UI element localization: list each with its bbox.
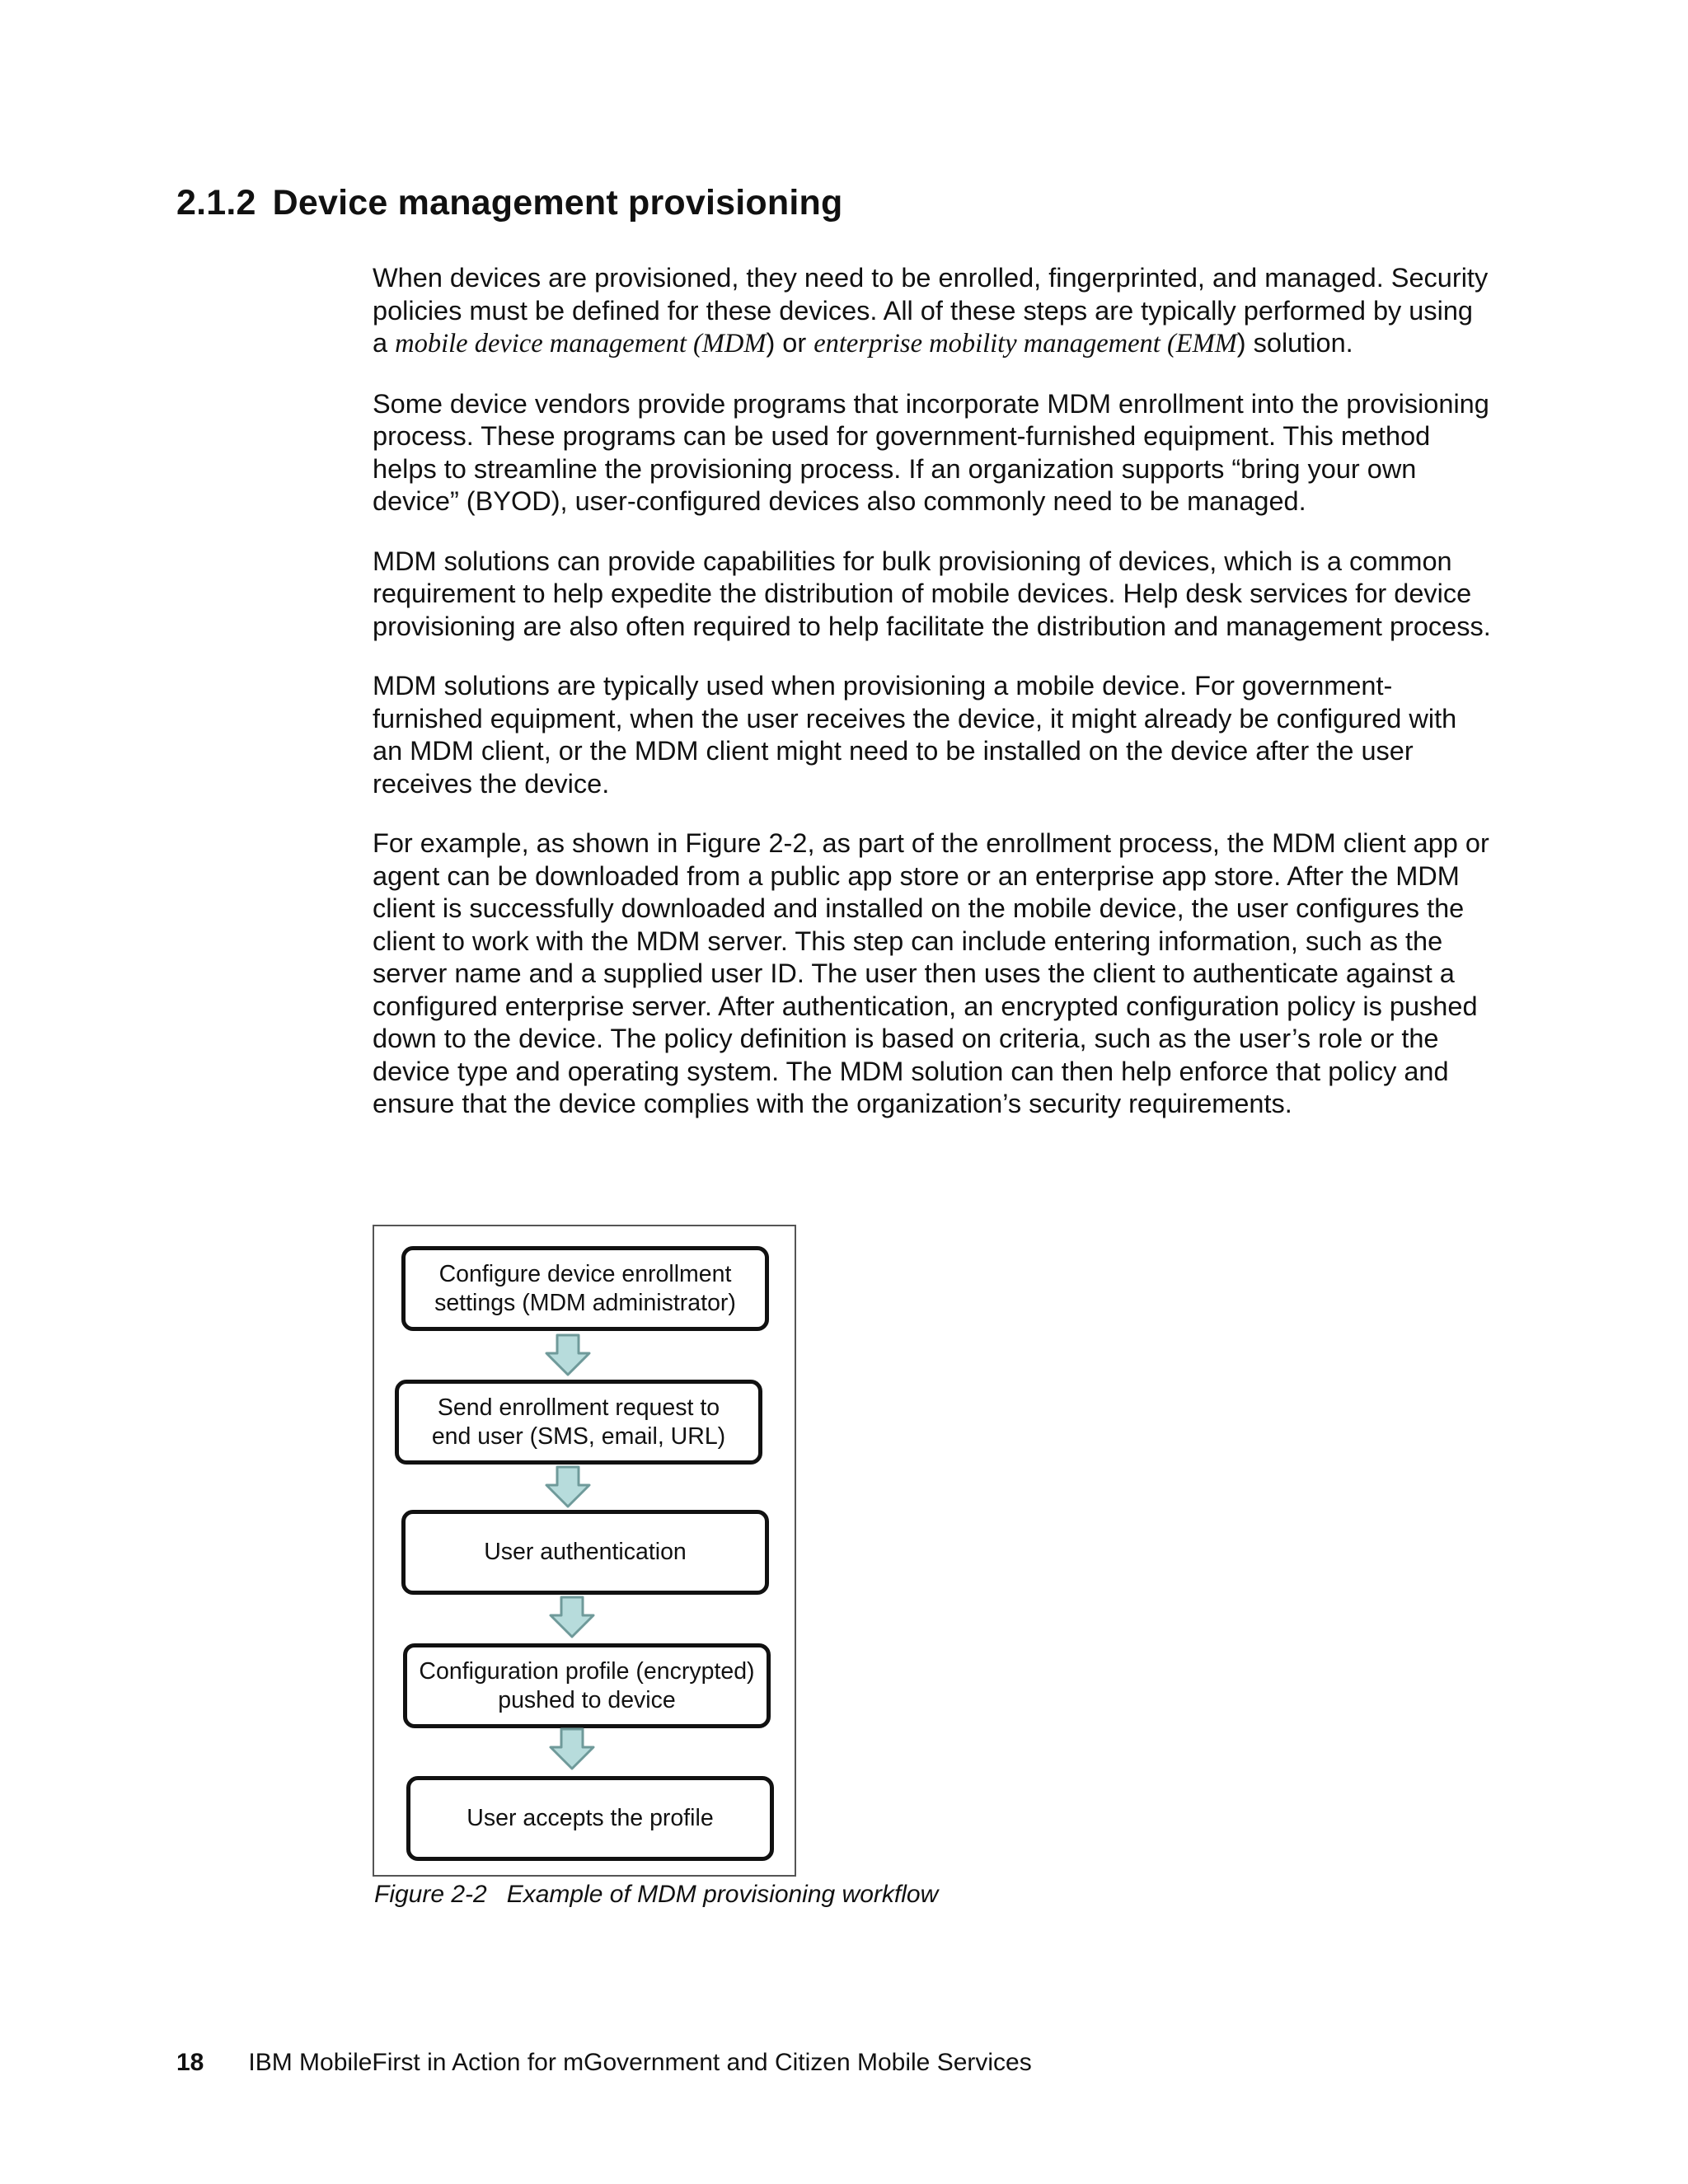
workflow-step-accept-profile: User accepts the profile: [406, 1776, 774, 1861]
page-number: 18: [176, 2049, 204, 2076]
paragraph-1-text-a: When devices are provisioned, they need to be enrolled, fingerprinted, and managed. Security policies must be defined for these devices. All of these steps are typically performed by using a: [373, 263, 1489, 358]
body-text: [373, 262, 1493, 1148]
paragraph-2: Some device vendors provide programs that incorporate MDM enrollment into the provisioning process. These programs can be used for government-furnished equipment. This method helps to streamline the provisioning process. If an organization supports “bring your own device” (BYOD), user-configured devices also commonly need to be managed.: [373, 388, 1489, 516]
paragraph-5: For example, as shown in Figure 2-2, as part of the enrollment process, the MDM client app or agent can be downloaded from a public app store or an enterprise app store. After the MDM client is successfully downloaded and installed on the mobile device, the user configures the client to work with the MDM server. This step can include entering information, such as the server name and a supplied user ID. The user then uses the client to authenticate against a configured enterprise server. After authentication, an encrypted configuration policy is pushed down to the device. The policy definition is based on criteria, such as the user’s role or the device type and operating system. The MDM solution can then help enforce that policy and ensure that the device complies with the organization’s security requirements.: [373, 828, 1489, 1118]
workflow-step-configuration-profile: Configuration profile (encrypted) pushed to device: [403, 1643, 771, 1728]
paragraph-1-text-c: ) solution.: [1236, 328, 1353, 358]
down-arrow-icon: [547, 1727, 597, 1772]
paragraph-4: MDM solutions are typically used when provisioning a mobile device. For government-furnished equipment, when the user receives the device, it might already be configured with an MDM client, or the MDM client might need to be installed on the device after the user receives the device.: [373, 671, 1457, 799]
paragraph-1: [373, 262, 1493, 361]
workflow-step-send-request: Send enrollment request to end user (SMS, email, URL): [395, 1380, 762, 1465]
figure-caption: [374, 1881, 938, 1909]
section-number: 2.1.2: [176, 183, 256, 223]
section-title: Device management provisioning: [272, 183, 843, 223]
section-heading: [176, 183, 842, 223]
workflow-step-authentication: User authentication: [401, 1510, 769, 1595]
figure-workflow: [373, 1225, 796, 1877]
term-mdm: mobile device management (MDM: [395, 329, 767, 359]
down-arrow-icon: [543, 1465, 593, 1510]
book-title: IBM MobileFirst in Action for mGovernment and Citizen Mobile Services: [248, 2049, 1032, 2076]
paragraph-3: MDM solutions can provide capabilities for bulk provisioning of devices, which is a common requirement to help expedite the distribution of mobile devices. Help desk services for device provisioning are also often required to help facilitate the distribution and management process.: [373, 546, 1491, 641]
term-emm: enterprise mobility management (EMM: [814, 329, 1237, 359]
down-arrow-icon: [547, 1596, 597, 1640]
down-arrow-icon: [543, 1333, 593, 1378]
workflow-step-configure: Configure device enrollment settings (MDM administrator): [401, 1246, 769, 1331]
figure-caption-label: Figure 2-2: [374, 1881, 487, 1908]
figure-caption-text: Example of MDM provisioning workflow: [506, 1881, 939, 1908]
page-footer: [176, 2049, 1032, 2077]
paragraph-1-text-b: ) or: [766, 328, 814, 358]
